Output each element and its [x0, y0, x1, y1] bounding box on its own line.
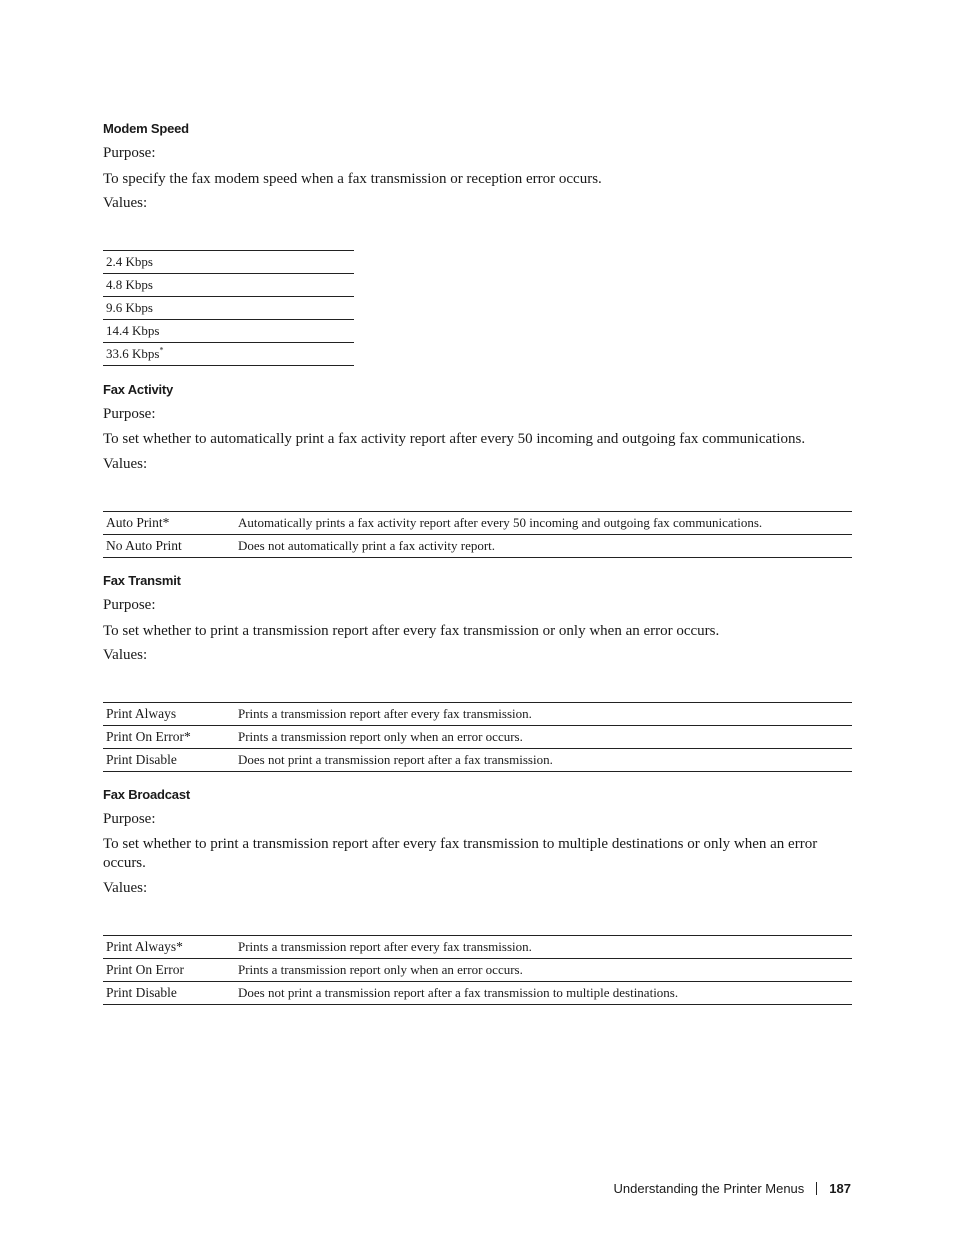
value-cell: 9.6 Kbps [103, 297, 354, 320]
purpose-label: Purpose: [103, 406, 156, 422]
values-table-fax-transmit [103, 702, 852, 772]
value-cell [103, 343, 354, 366]
value-cell: 4.8 Kbps [103, 274, 354, 297]
description-cell: Automatically prints a fax activity report after every 50 incoming and outgoing fax communications. [235, 512, 852, 535]
values-label: Values: [103, 647, 148, 663]
values-label: Values: [103, 880, 148, 896]
table-row [103, 320, 354, 343]
purpose-label: Purpose: [103, 145, 156, 161]
value-cell: No Auto Print [103, 535, 235, 558]
section-heading-fax-activity: Fax Activity [103, 382, 174, 397]
footer-chapter-title: Understanding the Printer Menus [613, 1181, 805, 1196]
table-row [103, 726, 852, 749]
page-footer [614, 1181, 851, 1196]
purpose-text: To specify the fax modem speed when a fax transmission or reception error occurs. [103, 171, 602, 187]
value-cell: Print Always* [103, 936, 235, 959]
values-label: Values: [103, 195, 148, 211]
description-cell: Prints a transmission report after every fax transmission. [235, 936, 852, 959]
value-cell: 14.4 Kbps [103, 320, 354, 343]
table-row [103, 274, 354, 297]
table-row [103, 703, 852, 726]
table-row [103, 251, 354, 274]
table-row [103, 959, 852, 982]
value-cell: Auto Print* [103, 512, 235, 535]
values-table-modem-speed [103, 250, 354, 366]
description-cell: Prints a transmission report only when an error occurs. [235, 959, 852, 982]
table-row [103, 535, 852, 558]
default-mark: * [159, 345, 164, 355]
value-cell: Print Always [103, 703, 235, 726]
section-heading-modem-speed: Modem Speed [103, 121, 189, 136]
table-row [103, 297, 354, 320]
value-cell: 2.4 Kbps [103, 251, 354, 274]
purpose-label: Purpose: [103, 811, 156, 827]
description-cell: Does not print a transmission report after a fax transmission to multiple destinations. [235, 982, 852, 1005]
values-table-fax-broadcast [103, 935, 852, 1005]
value-text: 33.6 Kbps [106, 346, 160, 361]
value-cell: Print On Error* [103, 726, 235, 749]
table-row [103, 343, 354, 366]
section-heading-fax-transmit: Fax Transmit [103, 573, 181, 588]
values-label: Values: [103, 456, 148, 472]
table-row [103, 512, 852, 535]
description-cell: Does not automatically print a fax activity report. [235, 535, 852, 558]
table-row [103, 982, 852, 1005]
purpose-label: Purpose: [103, 597, 156, 613]
value-cell: Print On Error [103, 959, 235, 982]
footer-divider [816, 1182, 817, 1195]
purpose-text: To set whether to print a transmission report after every fax transmission to multiple destinations or only when an error occurs. [103, 836, 818, 871]
table-row [103, 749, 852, 772]
section-heading-fax-broadcast: Fax Broadcast [103, 787, 190, 802]
description-cell: Prints a transmission report only when an error occurs. [235, 726, 852, 749]
table-row [103, 936, 852, 959]
value-cell: Print Disable [103, 749, 235, 772]
values-table-fax-activity [103, 511, 852, 558]
purpose-text: To set whether to print a transmission report after every fax transmission or only when an error occurs. [103, 623, 720, 639]
description-cell: Prints a transmission report after every fax transmission. [235, 703, 852, 726]
page-number: 187 [829, 1181, 851, 1196]
value-cell: Print Disable [103, 982, 235, 1005]
purpose-text: To set whether to automatically print a fax activity report after every 50 incoming and outgoing fax communications. [103, 431, 806, 447]
description-cell: Does not print a transmission report after a fax transmission. [235, 749, 852, 772]
